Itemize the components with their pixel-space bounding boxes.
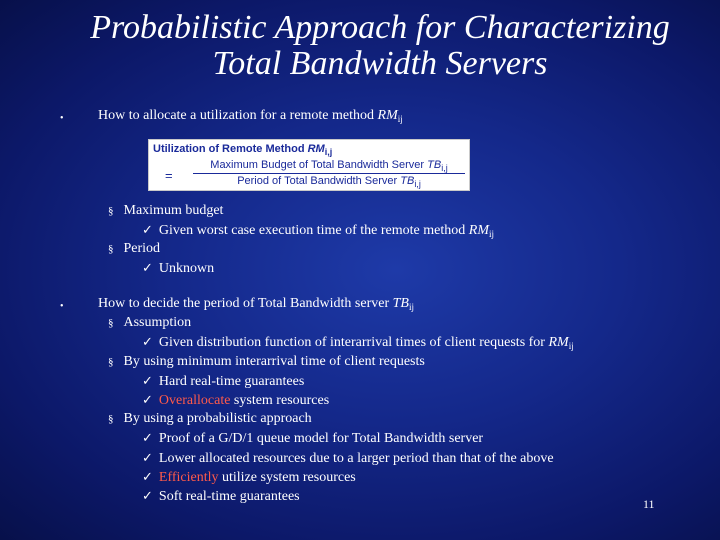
square-bullet-icon: § <box>108 356 114 368</box>
bullet-dot-icon: • <box>60 301 64 312</box>
page-number: 11 <box>643 497 655 511</box>
highlight-text: Efficiently <box>158 470 219 485</box>
square-bullet-icon: § <box>108 317 114 329</box>
check-icon: ✓ <box>142 450 153 465</box>
check-text: utilize system resources <box>218 470 356 485</box>
check-icon: ✓ <box>142 488 153 503</box>
check-item-lower-resources <box>142 450 554 467</box>
sub-bullet-maximum-budget <box>108 203 223 219</box>
utilization-formula <box>148 139 470 191</box>
check-icon: ✓ <box>142 373 153 388</box>
formula-numerator <box>191 159 467 173</box>
check-item-distribution <box>142 334 574 354</box>
fraction-bar <box>193 173 465 174</box>
highlight-text: Overallocate <box>158 393 231 408</box>
title-line-2: Total Bandwidth Servers <box>212 45 548 82</box>
denominator-subscript: i,j <box>414 179 421 189</box>
bullet-dot-icon: • <box>60 113 64 124</box>
slide-title <box>0 10 720 82</box>
sub-bullet-label: By using a probabilistic approach <box>123 411 312 426</box>
check-text: Proof of a G/D/1 queue model for Total Bandwidth server <box>158 431 484 446</box>
numerator-symbol: TB <box>427 159 442 171</box>
square-bullet-icon: § <box>108 413 114 425</box>
check-icon: ✓ <box>142 430 153 445</box>
numerator-subscript: i,j <box>441 163 448 173</box>
bullet-text: How to allocate a utilization for a remote method <box>98 108 378 123</box>
formula-label-text: Utilization of Remote Method <box>153 143 308 155</box>
bullet-decide-period <box>98 296 414 315</box>
check-text: Given distribution function of interarrival times of client requests for <box>158 335 549 350</box>
bullet-text: How to decide the period of Total Bandwidth server <box>98 296 393 311</box>
check-text: Soft real-time guarantees <box>158 489 300 504</box>
formula-equals: = <box>165 168 173 183</box>
formula-label <box>153 143 332 157</box>
tb-subscript: ij <box>408 302 414 312</box>
check-item-unknown <box>142 260 214 277</box>
rm-subscript: ij <box>397 114 403 124</box>
rm-symbol: RM <box>377 108 398 123</box>
bullet-allocate-utilization <box>98 108 403 127</box>
check-item-soft-real-time <box>142 488 300 505</box>
square-bullet-icon: § <box>108 205 114 217</box>
sub-bullet-label: Maximum budget <box>123 203 224 218</box>
check-item-queue-model <box>142 430 483 447</box>
sub-bullet-probabilistic <box>108 411 312 427</box>
rm-subscript: ij <box>568 341 574 351</box>
formula-label-symbol: RM <box>307 143 325 155</box>
check-item-efficiently <box>142 469 356 486</box>
check-text: Unknown <box>158 261 215 276</box>
title-line-1: Probabilistic Approach for Characterizing <box>90 9 670 46</box>
check-item-overallocate <box>142 392 329 409</box>
square-bullet-icon: § <box>108 243 114 255</box>
denominator-symbol: TB <box>400 175 415 187</box>
check-icon: ✓ <box>142 392 153 407</box>
sub-bullet-period <box>108 241 160 257</box>
check-icon: ✓ <box>142 222 153 237</box>
check-icon: ✓ <box>142 260 153 275</box>
check-item-worst-case <box>142 222 494 242</box>
formula-label-subscript: i,j <box>324 147 333 157</box>
rm-symbol: RM <box>548 335 569 350</box>
check-icon: ✓ <box>142 334 153 349</box>
check-item-hard-real-time <box>142 373 304 390</box>
tb-symbol: TB <box>392 296 409 311</box>
sub-bullet-label: Period <box>123 241 161 256</box>
check-icon: ✓ <box>142 469 153 484</box>
sub-bullet-minimum-interarrival <box>108 354 425 370</box>
sub-bullet-label: Assumption <box>123 315 192 330</box>
rm-symbol: RM <box>468 223 489 238</box>
check-text: Lower allocated resources due to a larger period than that of the above <box>158 451 554 466</box>
formula-denominator <box>191 175 467 189</box>
sub-bullet-label: By using minimum interarrival time of client requests <box>123 354 425 369</box>
numerator-text: Maximum Budget of Total Bandwidth Server <box>210 159 428 171</box>
check-text: Given worst case execution time of the remote method <box>158 223 469 238</box>
check-text: Hard real-time guarantees <box>158 374 305 389</box>
sub-bullet-assumption <box>108 315 191 331</box>
rm-subscript: ij <box>488 229 494 239</box>
denominator-text: Period of Total Bandwidth Server <box>237 175 401 187</box>
check-text: system resources <box>230 393 330 408</box>
